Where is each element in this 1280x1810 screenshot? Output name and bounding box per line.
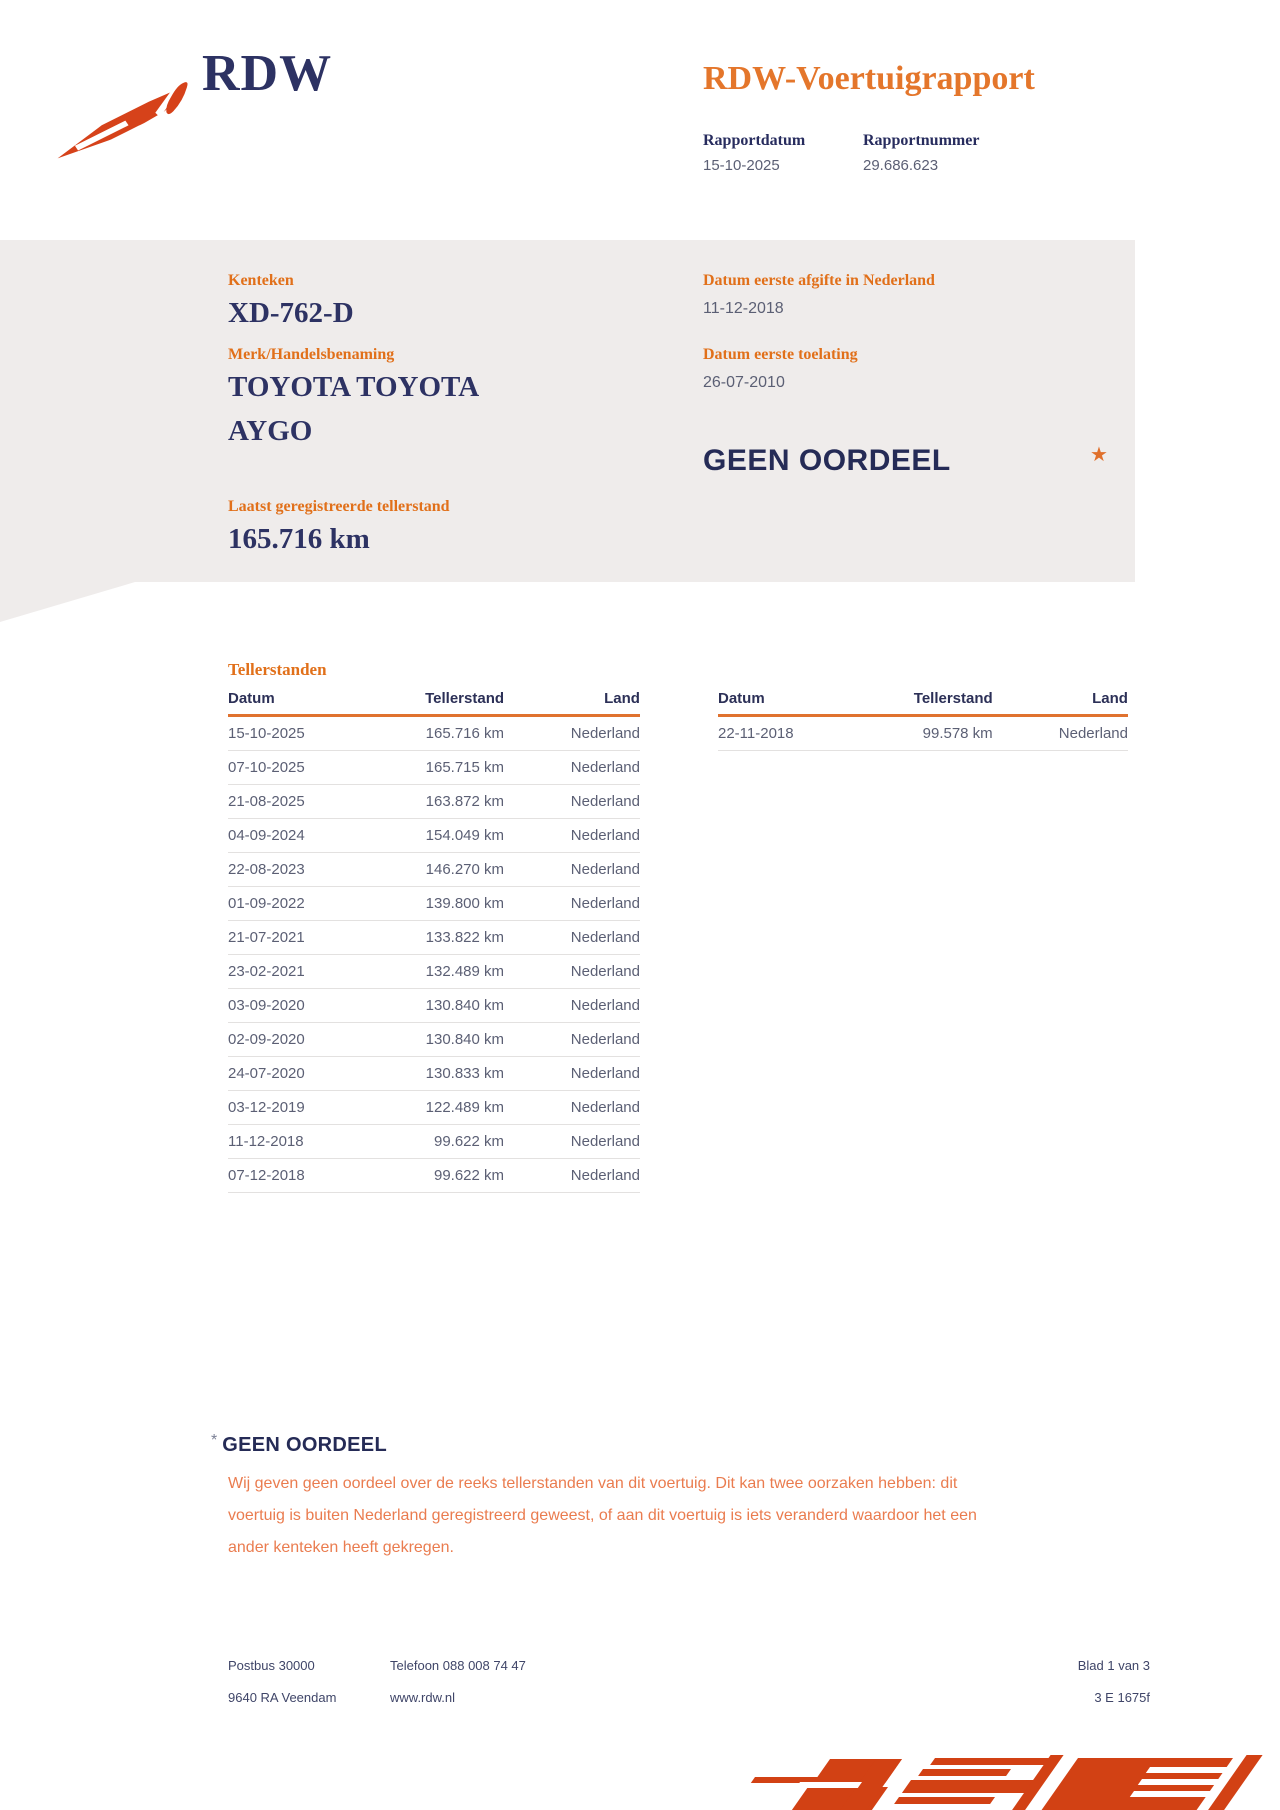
row-date: 23-02-2021 (228, 963, 305, 980)
table-header (228, 690, 640, 717)
col-header-datum: Datum (228, 690, 275, 707)
table-body (228, 717, 640, 1193)
row-country: Nederland (570, 759, 640, 776)
row-km: 130.840 km (425, 997, 505, 1014)
row-date: 21-08-2025 (228, 793, 305, 810)
kenteken-label: Kenteken (228, 272, 294, 289)
table-row (228, 1057, 640, 1091)
tellerstand-value: 165.716 km (228, 523, 370, 555)
table-row (228, 887, 640, 921)
footer-website: www.rdw.nl (390, 1690, 456, 1705)
row-country: Nederland (1058, 725, 1128, 742)
row-country: Nederland (570, 1167, 640, 1184)
report-number-value: 29.686.623 (863, 157, 939, 174)
star-icon: ★ (1090, 444, 1108, 466)
table-row (718, 717, 1128, 751)
footnote-title: GEEN OORDEEL (222, 1434, 387, 1456)
footer-address-line2: 9640 RA Veendam (228, 1690, 337, 1705)
judgement-text: GEEN OORDEEL (703, 444, 951, 477)
row-country: Nederland (570, 997, 640, 1014)
stripe-gap (1146, 1767, 1240, 1773)
brand-wordmark: RDW (202, 45, 333, 102)
tellerstanden-table-right (718, 690, 1128, 751)
row-date: 24-07-2020 (228, 1065, 305, 1082)
stripe-shape (902, 1780, 1041, 1793)
row-km: 139.800 km (425, 895, 505, 912)
row-km: 99.622 km (433, 1167, 505, 1184)
table-body (718, 717, 1128, 751)
tellerstanden-table-left (228, 690, 640, 1193)
footnote-heading (211, 1432, 387, 1457)
afgifte-label: Datum eerste afgifte in Nederland (703, 272, 935, 289)
row-km: 130.840 km (425, 1031, 505, 1048)
stripe-gap (1138, 1779, 1232, 1785)
row-date: 02-09-2020 (228, 1031, 305, 1048)
rdw-wing-icon (56, 74, 190, 164)
vehicle-summary-panel (0, 240, 1135, 582)
table-header (718, 690, 1128, 717)
row-km: 133.822 km (425, 929, 505, 946)
row-km: 165.715 km (425, 759, 505, 776)
speed-stripes-graphic (680, 1755, 1280, 1810)
tellerstanden-section-title: Tellerstanden (228, 660, 327, 679)
row-date: 22-11-2018 (718, 725, 794, 742)
afgifte-value: 11-12-2018 (703, 300, 784, 317)
report-date-value: 15-10-2025 (703, 157, 780, 174)
row-date: 22-08-2023 (228, 861, 305, 878)
stripe-shape (918, 1769, 1011, 1776)
row-date: 03-09-2020 (228, 997, 305, 1014)
row-km: 132.489 km (425, 963, 505, 980)
col-header-land: Land (1092, 690, 1128, 707)
table-row (228, 1091, 640, 1125)
table-row (228, 989, 640, 1023)
footnote-body: Wij geven geen oordeel over de reeks tellerstanden van dit voertuig. Dit kan twee oorzaken hebben: dit voertuig is buiten Nederland geregistreerd geweest, of aan dit voertuig is iets veranderd waardoor het een ander kenteken heeft gekregen. (228, 1475, 977, 1556)
row-km: 165.716 km (425, 725, 505, 742)
row-date: 04-09-2024 (228, 827, 305, 844)
panel-corner-wedge (0, 582, 135, 622)
row-country: Nederland (570, 1031, 640, 1048)
row-country: Nederland (570, 963, 640, 980)
merk-label: Merk/Handelsbenaming (228, 346, 395, 363)
stripe-shape (894, 1797, 995, 1804)
row-country: Nederland (570, 1099, 640, 1116)
row-km: 130.833 km (425, 1065, 505, 1082)
report-number-label: Rapportnummer (863, 132, 980, 149)
toelating-label: Datum eerste toelating (703, 346, 858, 363)
merk-value-line1: TOYOTA TOYOTA (228, 371, 480, 403)
row-date: 07-10-2025 (228, 759, 305, 776)
row-km: 99.578 km (922, 725, 993, 742)
row-date: 11-12-2018 (228, 1133, 304, 1150)
row-date: 15-10-2025 (228, 725, 305, 742)
row-country: Nederland (570, 827, 640, 844)
col-header-tellerstand: Tellerstand (913, 690, 993, 707)
merk-value-line2: AYGO (228, 415, 313, 447)
col-header-tellerstand: Tellerstand (425, 690, 505, 707)
col-header-datum: Datum (718, 690, 765, 707)
row-country: Nederland (570, 895, 640, 912)
row-country: Nederland (570, 861, 640, 878)
row-country: Nederland (570, 929, 640, 946)
table-row (228, 1023, 640, 1057)
tellerstand-label: Laatst geregistreerde tellerstand (228, 498, 450, 515)
page-title: RDW-Voertuigrapport (703, 60, 1035, 97)
row-country: Nederland (570, 1065, 640, 1082)
row-country: Nederland (570, 1133, 640, 1150)
row-country: Nederland (570, 793, 640, 810)
row-date: 07-12-2018 (228, 1167, 305, 1184)
stripe-gap (796, 1782, 862, 1788)
asterisk-marker: * (211, 1432, 218, 1449)
stripe-shape (930, 1758, 1060, 1765)
table-row (228, 1125, 640, 1159)
report-number-block (863, 132, 979, 174)
table-row (228, 853, 640, 887)
report-date-block (703, 132, 805, 174)
footer-page-number: Blad 1 van 3 (1077, 1658, 1150, 1673)
footer-doc-code: 3 E 1675f (1094, 1690, 1150, 1705)
row-country: Nederland (570, 725, 640, 742)
toelating-value: 26-07-2010 (703, 374, 785, 391)
footer-phone: Telefoon 088 008 74 47 (390, 1658, 526, 1673)
row-date: 21-07-2021 (228, 929, 305, 946)
row-date: 01-09-2022 (228, 895, 305, 912)
table-row (228, 717, 640, 751)
row-km: 146.270 km (425, 861, 505, 878)
kenteken-value: XD-762-D (228, 297, 354, 329)
table-row (228, 1159, 640, 1193)
footer-address-line1: Postbus 30000 (228, 1658, 315, 1673)
table-row (228, 751, 640, 785)
report-date-label: Rapportdatum (703, 132, 806, 149)
table-row (228, 785, 640, 819)
table-row (228, 921, 640, 955)
stripe-gap (1130, 1791, 1224, 1797)
row-km: 99.622 km (433, 1133, 505, 1150)
row-date: 03-12-2019 (228, 1099, 305, 1116)
row-km: 163.872 km (425, 793, 505, 810)
table-row (228, 819, 640, 853)
table-row (228, 955, 640, 989)
row-km: 154.049 km (425, 827, 505, 844)
col-header-land: Land (604, 690, 640, 707)
row-km: 122.489 km (425, 1099, 505, 1116)
